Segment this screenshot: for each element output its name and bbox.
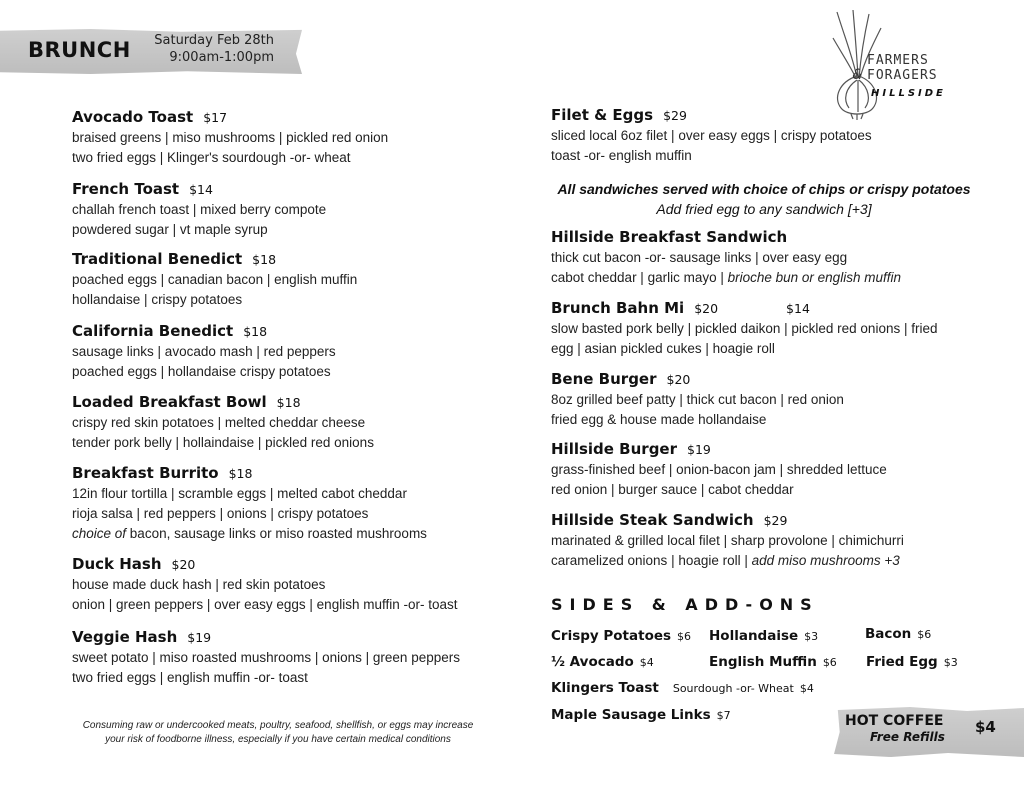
item-price: $18 [252, 252, 277, 267]
item-description [551, 390, 844, 430]
desc-line [72, 524, 427, 544]
side-name: Klingers Toast [551, 680, 659, 696]
desc-line: sliced local 6oz filet | over easy eggs | crispy potatoes [551, 128, 872, 143]
item-name: Traditional Benedict [72, 250, 243, 268]
item-name: Brunch Bahn Mi [551, 299, 685, 317]
side-item [709, 651, 837, 670]
desc-line: poached eggs | hollandaise crispy potatoes [72, 364, 331, 379]
menu-item-filet-and-eggs [551, 105, 872, 166]
item-price: $20 [694, 301, 719, 316]
menu-item [72, 463, 427, 544]
desc-rest: bacon, sausage links or miso roasted mushrooms [126, 526, 427, 541]
item-price: $29 [663, 108, 687, 123]
desc-line: slow basted pork belly | pickled daikon | pickled red onions | fried [551, 321, 938, 336]
side-price: $3 [943, 656, 958, 669]
item-name: Avocado Toast [72, 108, 194, 126]
sides-title: SIDES & ADD-ONS [551, 595, 819, 614]
menu-item [551, 510, 904, 571]
menu-item [72, 392, 374, 453]
side-item [551, 704, 731, 723]
menu-item [72, 249, 357, 310]
side-name: English Muffin [709, 654, 817, 670]
item-description [551, 531, 904, 571]
item-name: Loaded Breakfast Bowl [72, 393, 267, 411]
side-price: $6 [822, 656, 837, 669]
side-name: Hollandaise [709, 628, 799, 644]
side-name: Fried Egg [866, 654, 938, 670]
desc-line: tender pork belly | hollaindaise | pickled red onions [72, 435, 374, 450]
item-price: $19 [687, 442, 711, 457]
side-name: Crispy Potatoes [551, 628, 672, 644]
item-name: Duck Hash [72, 555, 162, 573]
coffee-subtitle: Free Refills [870, 730, 945, 744]
item-description [72, 200, 326, 240]
menu-item [72, 627, 460, 688]
desc-line: grass-finished beef | onion-bacon jam | shredded lettuce [551, 462, 887, 477]
side-price: $7 [716, 709, 731, 722]
desc-line: two fried eggs | Klinger's sourdough -or- wheat [72, 150, 351, 165]
menu-item [72, 179, 326, 240]
item-name: Filet & Eggs [551, 106, 654, 124]
desc-line: two fried eggs | english muffin -or- toast [72, 670, 308, 685]
side-item [551, 651, 654, 670]
item-description [72, 270, 357, 310]
desc-line: house made duck hash | red skin potatoes [72, 577, 326, 592]
item-price: $18 [243, 324, 268, 339]
side-item [551, 677, 814, 696]
logo-line-farmers: FARMERS [867, 53, 929, 68]
desc-line: rioja salsa | red peppers | onions | crispy potatoes [72, 506, 369, 521]
desc-line: sausage links | avocado mash | red peppers [72, 344, 336, 359]
desc-italic: choice of [72, 526, 127, 541]
desc-text: red onion | burger sauce | cabot cheddar [551, 482, 794, 497]
sandwich-notice [540, 179, 988, 219]
menu-item [72, 554, 458, 615]
coffee-title: HOT COFFEE [845, 713, 944, 729]
item-description [72, 128, 388, 168]
desc-line [551, 551, 904, 571]
desc-line: sweet potato | miso roasted mushrooms | onions | green peppers [72, 650, 460, 665]
item-description [551, 319, 937, 359]
side-price: $6 [677, 630, 692, 643]
desc-line: powdered sugar | vt maple syrup [72, 222, 268, 237]
disclaimer-line-2: your risk of foodborne illness, especially if you have certain medical conditions [105, 734, 451, 745]
desc-line [551, 268, 901, 288]
menu-item [551, 439, 887, 500]
desc-line: marinated & grilled local filet | sharp provolone | chimichurri [551, 533, 904, 548]
desc-line: thick cut bacon -or- sausage links | over easy egg [551, 250, 848, 265]
side-item [551, 625, 691, 644]
menu-item [72, 107, 388, 168]
item-price: $29 [763, 513, 788, 528]
desc-line: poached eggs | canadian bacon | english muffin [72, 272, 358, 287]
item-description [551, 248, 901, 288]
desc-text: egg | asian pickled cukes | hoagie roll [551, 341, 775, 356]
side-option: Sourdough -or- Wheat [672, 682, 794, 695]
side-name: Maple Sausage Links [551, 707, 711, 723]
desc-line: onion | green peppers | over easy eggs | english muffin -or- toast [72, 597, 458, 612]
item-price: $18 [276, 395, 301, 410]
food-safety-disclaimer [58, 719, 498, 747]
side-price: $6 [917, 628, 932, 641]
notice-line-1: All sandwiches served with choice of chips or crispy potatoes [557, 181, 971, 197]
desc-line: challah french toast | mixed berry compote [72, 202, 327, 217]
side-price: $3 [804, 630, 819, 643]
item-name: California Benedict [72, 322, 234, 340]
desc-line: 8oz grilled beef patty | thick cut bacon | red onion [551, 392, 844, 407]
item-name: Breakfast Burrito [72, 464, 219, 482]
item-description [551, 460, 887, 500]
desc-text: fried egg & house made hollandaise [551, 412, 767, 427]
desc-text: caramelized onions | hoagie roll | [551, 553, 752, 568]
item-description [72, 575, 458, 615]
item-price: $17 [203, 110, 228, 125]
menu-item [551, 369, 844, 430]
notice-line-2: Add fried egg to any sandwich [+3] [656, 201, 872, 217]
item-description [551, 126, 872, 166]
item-price: $20 [666, 372, 691, 387]
logo-ampersand: & [853, 67, 863, 83]
side-item [865, 623, 931, 642]
desc-line: hollandaise | crispy potatoes [72, 292, 243, 307]
disclaimer-line-1: Consuming raw or undercooked meats, poultry, seafood, shellfish, or eggs may increase [82, 720, 474, 731]
item-description [72, 342, 336, 382]
event-date [140, 32, 274, 66]
logo-line-hillside: HILLSIDE [871, 88, 946, 99]
date-text: Saturday Feb 28th [154, 33, 274, 48]
desc-line: crispy red skin potatoes | melted cheddar cheese [72, 415, 366, 430]
desc-line: toast -or- english muffin [551, 148, 692, 163]
side-price: $4 [639, 656, 654, 669]
menu-item [551, 227, 901, 288]
item-price-alt: $14 [786, 301, 810, 316]
desc-text: cabot cheddar | garlic mayo | [551, 270, 728, 285]
item-name: Hillside Burger [551, 440, 677, 458]
desc-line [551, 410, 844, 430]
side-name: ½ Avocado [551, 654, 634, 670]
coffee-price: $4 [975, 718, 996, 736]
item-name: Hillside Breakfast Sandwich [551, 228, 788, 246]
item-name: Veggie Hash [72, 628, 178, 646]
desc-line: braised greens | miso mushrooms | pickled red onion [72, 130, 389, 145]
side-item [866, 651, 958, 670]
side-price: $4 [799, 682, 814, 695]
desc-italic: brioche bun or english muffin [727, 270, 901, 285]
hours-text: 9:00am-1:00pm [169, 50, 274, 65]
desc-italic: add miso mushrooms +3 [751, 553, 900, 568]
logo-line-foragers: FORAGERS [867, 68, 938, 83]
item-description [72, 484, 427, 544]
menu-item [551, 298, 937, 359]
item-name: Bene Burger [551, 370, 657, 388]
item-price: $14 [189, 182, 213, 197]
item-name: French Toast [72, 180, 180, 198]
side-name: Bacon [865, 626, 912, 642]
item-name: Hillside Steak Sandwich [551, 511, 754, 529]
item-price: $19 [187, 630, 212, 645]
page-title: BRUNCH [28, 38, 131, 62]
item-price: $18 [228, 466, 253, 481]
side-item [709, 625, 818, 644]
item-description [72, 648, 460, 688]
desc-line: 12in flour tortilla | scramble eggs | melted cabot cheddar [72, 486, 407, 501]
menu-item [72, 321, 336, 382]
desc-line [551, 480, 887, 500]
item-price: $20 [171, 557, 196, 572]
item-description [72, 413, 374, 453]
desc-line [551, 339, 937, 359]
